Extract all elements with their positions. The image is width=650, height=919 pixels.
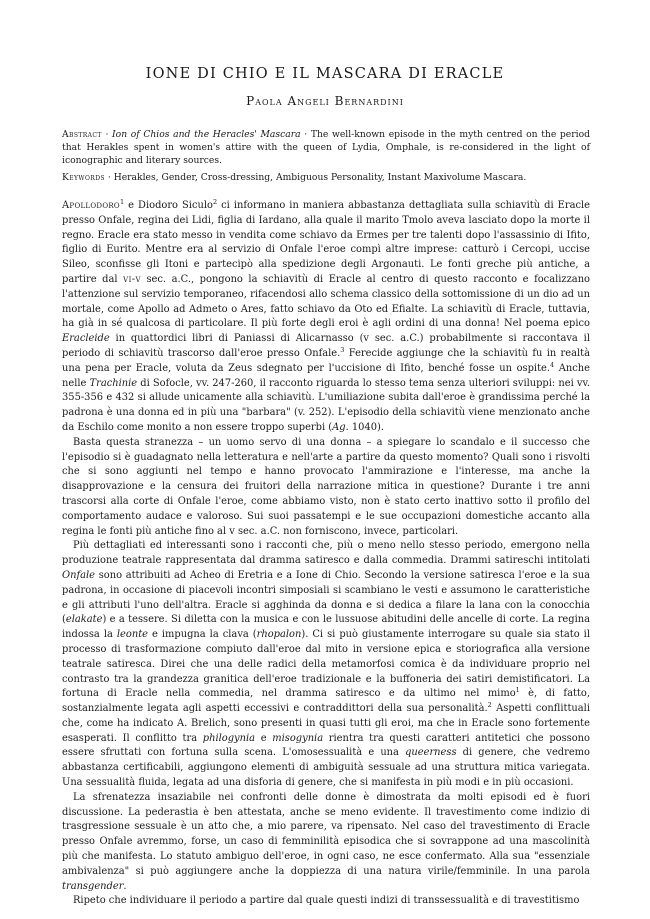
footnote-ref[interactable]: 2	[487, 701, 492, 710]
abstract-label: Abstract	[62, 129, 102, 140]
body-paragraph	[62, 791, 590, 895]
text-run: di genere, che vedremo abbastanza certificabili, aggiungono elementi di ambiguità sessuale ad una struttura mitica variegata. Una sessualità fluida, legata ad una disforia di genere, che si manifesta in più modi e in più occasioni.	[62, 747, 590, 789]
italic-term: Ag.	[332, 421, 349, 433]
italic-term: elakate	[65, 614, 103, 626]
text-run: Ripeto che individuare il periodo a partire dal quale questi indizi di transsessualità e di travestitismo	[73, 895, 580, 907]
text-run: di Sofocle, vv. 247-260, il racconto riguarda lo stesso tema senza ulteriori sviluppi: nei vv. 355-356 e 432 si allude unicamente alla schiavitù. L'umiliazione subita dall'eroe è grandissima perché la padrona è una donna ed in più una "barbara" (v. 252). L'episodio della schiavitù viene menzionato anche da Eschilo come monito a non essere troppo superbi (	[62, 377, 591, 433]
text-run: e impugna la clava (	[148, 629, 257, 641]
text-run: è, di fatto, sostanzialmente legata agli aspetti eccessivi e contraddittori della sua personalità.	[62, 688, 590, 715]
text-run: Basta questa stranezza – un uomo servo di una donna – a spiegare lo scandalo e il successo che l'episodio si è guadagnato nella letteratura e nell'arte a partire da questo momento? Quali sono i risvolti che si sono aggiunti nel tempo e hanno provocato l'ammirazione e l'interesse, ma anche la disapprovazione e la censura dei fruitori della narrazione mitica in questione? Durante i tre anni trascorsi alla corte di Onfale l'eroe, come abbiamo visto, non è stato certo inattivo sotto il profilo del comportamento audace e valoroso. Sui suoi passatempi e le sue occupazioni domestiche accanto alla regina le fonti più antiche fino al v sec. a.C. non forniscono, invece, particolari.	[62, 436, 590, 537]
italic-term: transgender	[62, 880, 124, 892]
keywords	[62, 171, 590, 184]
italic-term: misogynia	[272, 732, 324, 744]
footnote-ref[interactable]: 4	[550, 360, 555, 369]
text-run: 1040).	[348, 421, 384, 433]
text-run: Aspetti conflittuali che, come ha indicato A. Brelich, sono presenti in quasi tutti gli eroi, ma che in Eracle sono fortemente esasperati. Il conflitto tra	[62, 703, 590, 744]
italic-term: philogynia	[202, 732, 256, 744]
text-run: .	[123, 880, 127, 892]
text-run: e Diodoro Siculo	[124, 200, 213, 211]
footnote-ref[interactable]: 3	[340, 345, 345, 354]
text-run: ). Ci si può giustamente interrogare su quale sia stato il processo di trasformazione compiuto dall'eroe dal mito in versione epica e storiografica alla versione teatrale satiresca. Direi che una delle radici della metamorfosi comica è da individuare proprio nel contrasto tra la grandezza granitica dell'eroe tradizionale e la buffoneria dei satiri demistificatori. La fortuna di Eracle nella commedia, nel dramma satiresco e da ultimo nel mimo	[62, 629, 590, 700]
footnote-ref[interactable]: 1	[119, 198, 125, 206]
italic-term: Trachinie	[89, 377, 138, 389]
text-run: rientra tra questi caratteri antitetici che possono essere sfruttati con fortuna sulla scena. L'omosessualità e una	[62, 732, 590, 759]
footnote-ref[interactable]: 2	[212, 198, 218, 206]
body-paragraph	[62, 199, 590, 436]
italic-term: Onfale	[62, 569, 96, 581]
italic-term: rhopalon	[256, 629, 302, 641]
body-paragraph	[62, 894, 590, 909]
small-caps-text: vi-v	[123, 273, 141, 285]
article-body	[62, 199, 590, 909]
keywords-text: · Herakles, Gender, Cross-dressing, Ambiguous Personality, Instant Maxivolume Mascara.	[104, 172, 527, 183]
body-paragraph	[62, 539, 590, 791]
italic-term: Eracleide	[62, 333, 110, 345]
article-author: Paola Angeli Bernardini	[246, 94, 404, 108]
footnote-ref[interactable]: 1	[515, 686, 520, 695]
text-run: Più dettagliati ed interessanti sono i racconti che, più o meno nello stesso periodo, emergono nella produzione teatrale rappresentata dal dramma satiresco e dalla commedia. Drammi satireschi intitolati	[62, 540, 590, 567]
text-run: ci informano in maniera abbastanza dettagliata sulla schiavitù di Eracle presso Onfale, regina dei Lidi, figlia di Iardano, alla quale il marito Tmolo aveva lasciato dopo la morte il regno. Eracle era stato messo in vendita come schiavo da Ermes per tre talenti dopo l'assassinio di Ifito, figlio di Eurito. Mentre era al servizio di Onfale l'eroe compì altre imprese: catturò i Cercopi, uccise Sileo, sconfisse gli Itoni e partecipò alla spedizione degli Argonauti. Le fonti greche più antiche, a partire dal	[62, 200, 591, 285]
italic-term: queerness	[405, 747, 457, 759]
abstract-separator: ·	[101, 129, 113, 140]
text-run: sono attribuiti ad Acheo di Eretria e a Ione di Chio. Secondo la versione satiresca l'eroe e la sua padrona, in occasione di piacevoli incontri simposiali si scambiano le vesti e assumono le caratteristiche e gli attributi l'uno dell'altra. Eracle si agghinda da donna e si dedica a filare la lana con la conocchia (	[62, 569, 590, 626]
text-run: La sfrenatezza insaziabile nei confronti delle donne è dimostrata da molti episodi ed è fuori discussione. La pederastia è ben attestata, anche se meno evidente. Il travestimento come indizio di trasgressione sessuale è un atto che, a mio parere, va ripensato. Nel caso del travestimento di Eracle presso Onfale avremmo, forse, un caso di femminilità episodica che si sovrappone ad una mascolinità più che manifesta. Lo statuto ambiguo dell'eroe, in ogni caso, ne esce confermato. Alla sua "essenziale ambivalenza" si può aggiungere anche la doppiezza di una natura virile/femminile. In una parola	[62, 791, 590, 877]
text-run: in quattordici libri di Paniassi di Alicarnasso (v sec. a.C.) probabilmente si raccontava il periodo di schiavitù trascorso dall'eroe presso Onfale.	[62, 333, 590, 359]
abstract-english-title: Ion of Chios and the Heracles' Mascara	[112, 129, 301, 140]
article-title: IONE DI CHIO E IL MASCARA DI ERACLE	[145, 66, 505, 82]
abstract	[62, 128, 590, 167]
opening-word: Apollodoro	[62, 200, 120, 211]
keywords-label: Keywords	[62, 172, 105, 183]
italic-term: leonte	[116, 629, 149, 641]
text-run: sec. a.C., pongono la schiavitù di Eracle al centro di questo racconto e focalizzano l'attenzione sul servizio temporaneo, rifacendosi allo schema classico della sottomissione di un dio ad un mortale, come Apollo ad Admeto o Ares, fatto schiavo da Oto ed Efialte. La schiavitù di Eracle, tuttavia, ha già in sé qualcosa di particolare. Il più forte degli eroi è agli ordini di una donna! Nel poema epico	[62, 273, 591, 330]
abstract-text: · The well-known episode in the myth centred on the period that Herakles spent in women's attire with the queen of Lydia, Omphale, is re-considered in the light of iconographic and literary sources.	[62, 129, 590, 166]
text-run: e	[255, 732, 273, 744]
text-run: Ferecide aggiunge che la schiavitù fu in realtà una pena per Eracle, voluta da Zeus sdegnato per l'uccisione di Ifito, benché fosse un ospite.	[62, 347, 591, 374]
text-run: ) e a tessere. Si diletta con la musica e con le lussuose abitudini delle ancelle di corte. La regina indossa la	[62, 614, 590, 641]
text-run: Anche nelle	[62, 362, 590, 389]
body-paragraph	[62, 436, 590, 540]
